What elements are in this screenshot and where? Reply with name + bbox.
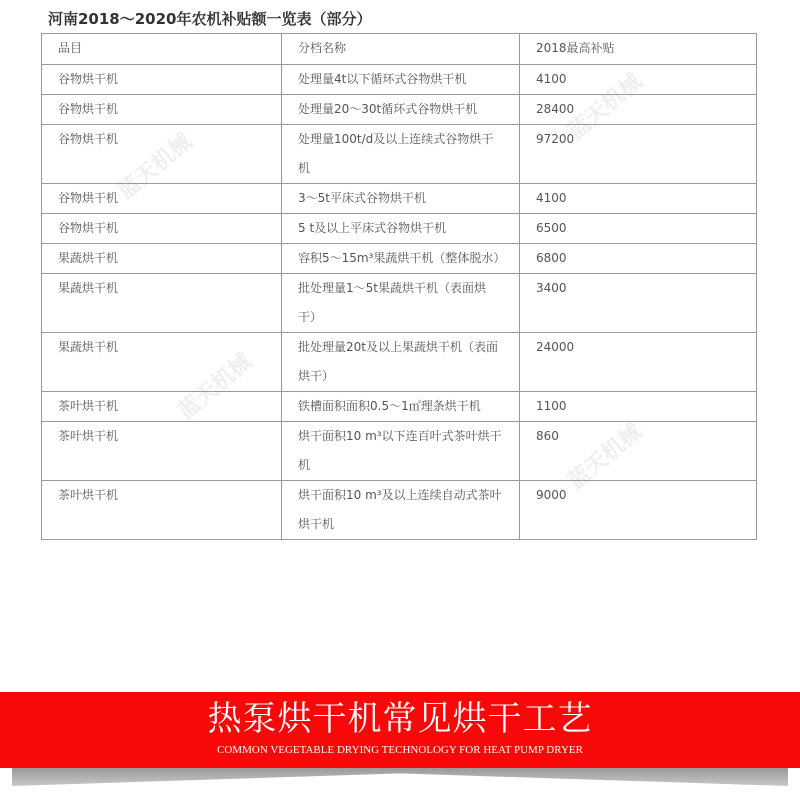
grade-name-cell: 处理量20～30t循环式谷物烘干机 [282,95,520,125]
max-subsidy-cell: 1100 [520,392,757,422]
header-category: 品目 [42,34,282,65]
max-subsidy-cell: 6500 [520,214,757,244]
watermark: 蓝天机械 [563,419,648,495]
category-cell: 果蔬烘干机 [42,333,282,392]
table-row [42,274,757,333]
category-cell: 茶叶烘干机 [42,392,282,422]
table-row [42,184,757,214]
category-cell: 谷物烘干机 [42,125,282,184]
section-banner [0,692,800,768]
table-title: 河南2018～2020年农机补贴额一览表（部分） [48,10,372,28]
header-grade-name: 分档名称 [282,34,520,65]
subsidy-table [41,33,757,540]
max-subsidy-cell: 3400 [520,274,757,333]
watermark: 蓝天机械 [113,129,198,205]
max-subsidy-cell: 9000 [520,481,757,540]
table-row [42,214,757,244]
category-cell: 谷物烘干机 [42,65,282,95]
max-subsidy-cell: 28400 [520,95,757,125]
table-header-row [42,34,757,65]
banner-shadow [12,768,788,786]
table-row [42,65,757,95]
grade-name-cell: 烘干面积10 m³以下连百叶式茶叶烘干机 [282,422,520,481]
header-max-subsidy: 2018最高补贴 [520,34,757,65]
max-subsidy-cell: 6800 [520,244,757,274]
max-subsidy-cell: 4100 [520,184,757,214]
category-cell: 茶叶烘干机 [42,422,282,481]
category-cell: 谷物烘干机 [42,214,282,244]
category-cell: 果蔬烘干机 [42,244,282,274]
watermark: 蓝天机械 [563,69,648,145]
banner-title: 热泵烘干机常见烘干工艺 [207,699,593,739]
watermark: 蓝天机械 [173,349,258,425]
table-row [42,481,757,540]
grade-name-cell: 处理量100t/d及以上连续式谷物烘干机 [282,125,520,184]
category-cell: 果蔬烘干机 [42,274,282,333]
category-cell: 谷物烘干机 [42,184,282,214]
table-row [42,392,757,422]
category-cell: 茶叶烘干机 [42,481,282,540]
grade-name-cell: 烘干面积10 m³及以上连续自动式茶叶烘干机 [282,481,520,540]
grade-name-cell: 3～5t平床式谷物烘干机 [282,184,520,214]
banner-subtitle: COMMON VEGETABLE DRYING TECHNOLOGY FOR HEAT PUMP DRYER [217,744,583,756]
table-row [42,244,757,274]
grade-name-cell: 容积5～15m³果蔬烘干机（整体脱水） [282,244,520,274]
grade-name-cell: 5 t及以上平床式谷物烘干机 [282,214,520,244]
max-subsidy-cell: 97200 [520,125,757,184]
table-row [42,333,757,392]
table-row [42,422,757,481]
max-subsidy-cell: 24000 [520,333,757,392]
grade-name-cell: 处理量4t以下循环式谷物烘干机 [282,65,520,95]
max-subsidy-cell: 4100 [520,65,757,95]
max-subsidy-cell: 860 [520,422,757,481]
grade-name-cell: 批处理量1～5t果蔬烘干机（表面烘干） [282,274,520,333]
category-cell: 谷物烘干机 [42,95,282,125]
grade-name-cell: 批处理量20t及以上果蔬烘干机（表面烘干） [282,333,520,392]
table-row [42,125,757,184]
table-row [42,95,757,125]
grade-name-cell: 铁槽面积面积0.5～1㎡理条烘干机 [282,392,520,422]
